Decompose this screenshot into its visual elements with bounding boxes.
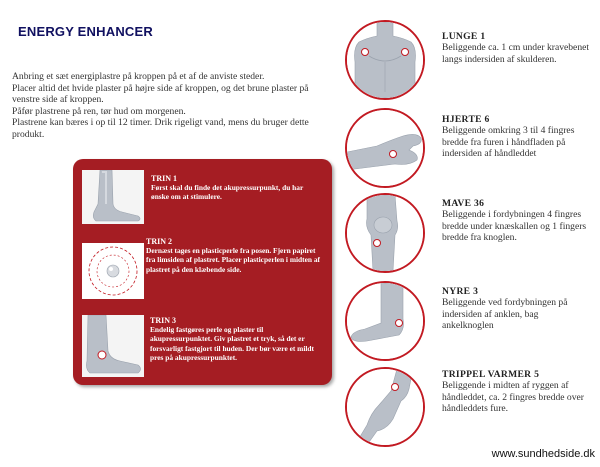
point-4-text bbox=[442, 286, 592, 331]
point-3-body: Beliggende i fordybningen 4 fingres bredde under knæskallen og 1 fingers bredde fra knoglen. bbox=[442, 209, 587, 243]
intro-line-3: Påfør plastrene på ren, tør hud om morgenen. bbox=[12, 105, 186, 117]
point-4-heading: NYRE 3 bbox=[442, 286, 479, 297]
step-1-heading: TRIN 1 bbox=[151, 174, 178, 183]
step-2-heading: TRIN 2 bbox=[146, 237, 173, 246]
intro-line-2: Placer altid det hvide plaster på højre side af kroppen, og det brune plaster på venstre side af kroppen. bbox=[12, 82, 309, 106]
point-2-heading: HJERTE 6 bbox=[442, 114, 490, 125]
wrist-palm-icon bbox=[347, 110, 423, 186]
foot-icon bbox=[82, 170, 144, 224]
point-1-image bbox=[345, 20, 425, 100]
website-link[interactable]: www.sundhedside.dk bbox=[491, 448, 595, 460]
point-2-body: Beliggende omkring 3 til 4 fingres bredde fra furen i håndfladen på indersiden af håndleddet bbox=[442, 125, 575, 159]
step-1-text bbox=[151, 174, 323, 202]
step-3-body: Endelig fastgøres perle og plaster til akupressurpunktet. Giv plastret et tryk, så det er forsvarligt fastgjort til huden. Der bør være et mildt pres på akupressurpunktet. bbox=[150, 325, 315, 362]
step-2-image bbox=[82, 243, 144, 299]
ankle-foot-icon bbox=[347, 283, 423, 359]
point-3-heading: MAVE 36 bbox=[442, 198, 485, 209]
point-3-image bbox=[345, 193, 425, 273]
point-2-image bbox=[345, 108, 425, 188]
point-1-heading: LUNGE 1 bbox=[442, 31, 486, 42]
step-2-text bbox=[146, 237, 326, 274]
point-2-text bbox=[442, 114, 592, 159]
point-5-body: Beliggende i midten af ryggen af håndleddet, ca. 2 fingres bredde over håndleddets fure. bbox=[442, 380, 584, 414]
step-3-image bbox=[82, 315, 144, 377]
page-title: ENERGY ENHANCER bbox=[18, 24, 153, 39]
step-1-image bbox=[82, 170, 144, 224]
point-3-text bbox=[442, 198, 592, 243]
back-hand-icon bbox=[347, 369, 423, 445]
point-1-text bbox=[442, 31, 592, 65]
step-1-body: Først skal du finde det akupressurpunkt, du har ønske om at stimulere. bbox=[151, 183, 304, 202]
point-4-body: Beliggende ved fordybningen på indersiden af anklen, bag ankelknoglen bbox=[442, 297, 568, 331]
point-5-image bbox=[345, 367, 425, 447]
knee-leg-icon bbox=[347, 195, 423, 271]
intro-line-1: Anbring et sæt energiplastre på kroppen på et af de anviste steder. bbox=[12, 71, 265, 82]
point-5-heading: TRIPPEL VARMER 5 bbox=[442, 369, 540, 380]
point-1-body: Beliggende ca. 1 cm under kravebenet langs indersiden af skulderen. bbox=[442, 42, 590, 65]
chest-figure-icon bbox=[347, 22, 423, 98]
point-4-image bbox=[345, 281, 425, 361]
patch-pearl-icon bbox=[82, 243, 144, 299]
step-3-heading: TRIN 3 bbox=[150, 316, 177, 325]
ankle-point-icon bbox=[82, 315, 144, 377]
point-5-text bbox=[442, 369, 592, 414]
intro-text bbox=[12, 71, 324, 141]
step-3-text bbox=[150, 316, 326, 362]
intro-line-4: Plastrene kan bæres i op til 12 timer. Drik rigeligt vand, mens du bruger dette produkt. bbox=[12, 117, 309, 140]
step-2-body: Dernæst tages en plasticperle fra posen. Fjern papiret fra limsiden af plastret. Placer plasticperlen i midten af plastret på den klæbende side. bbox=[146, 246, 320, 274]
